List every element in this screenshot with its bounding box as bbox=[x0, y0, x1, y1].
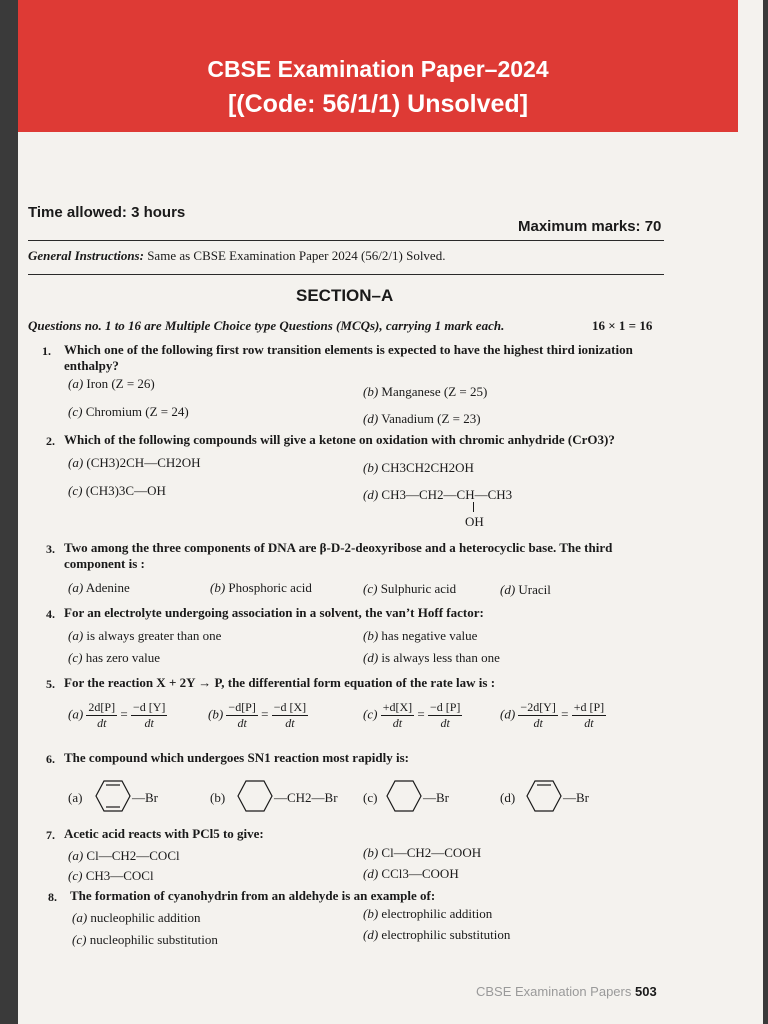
page-footer bbox=[476, 984, 657, 999]
q8-option-c: (c) nucleophilic substitution bbox=[72, 932, 218, 947]
q6-option-b-label: (b) bbox=[210, 790, 226, 805]
cyclohexene-ring-icon bbox=[525, 779, 563, 813]
q6-option-d-substituent: —Br bbox=[563, 790, 589, 805]
q1-option-d: (d) Vanadium (Z = 23) bbox=[363, 411, 481, 426]
q2-option-a: (a) (CH3)2CH—CH2OH bbox=[68, 455, 201, 470]
question-number: 2. bbox=[46, 434, 55, 448]
paper-title: CBSE Examination Paper–2024 bbox=[207, 56, 549, 82]
q7-option-a: (a) Cl—CH2—COCl bbox=[68, 848, 180, 863]
q5-option-a: (a) $\frac{2d[P]}{dt}$ = $\frac{-d [Y]}{dt}$ bbox=[68, 700, 166, 730]
question-6-text: The compound which undergoes SN1 reaction most rapidly is: bbox=[64, 750, 410, 765]
q5-option-c: (c) $\frac{+d[X]}{dt}$ = $\frac{-d [P]}{dt}$ bbox=[363, 700, 461, 730]
question-1-text: Which one of the following first row transition elements is expected to have the highest third ionization bbox=[64, 342, 633, 357]
q8-option-b: (b) electrophilic addition bbox=[363, 906, 493, 921]
question-8-text: The formation of cyanohydrin from an aldehyde is an example of: bbox=[70, 888, 436, 903]
q4-option-c: (c) has zero value bbox=[68, 650, 161, 665]
section-title: SECTION–A bbox=[296, 286, 394, 305]
q1-option-a: (a) Iron (Z = 26) bbox=[68, 376, 155, 391]
instructions-divider bbox=[28, 274, 664, 275]
q2-option-d-oh: OH bbox=[465, 514, 484, 529]
q1-option-c: (c) Chromium (Z = 24) bbox=[68, 404, 189, 419]
q6-option-b-substituent: —CH2—Br bbox=[274, 790, 338, 805]
q2-option-c: (c) (CH3)3C—OH bbox=[68, 483, 166, 498]
q4-option-a: (a) is always greater than one bbox=[68, 628, 222, 643]
paper-code: [(Code: 56/1/1) Unsolved] bbox=[227, 90, 529, 118]
benzene-ring-icon bbox=[94, 779, 132, 813]
question-2-text: Which of the following compounds will give a ketone on oxidation with chromic anhydride (CrO3)? bbox=[64, 432, 615, 447]
q3-option-d: (d) Uracil bbox=[500, 582, 551, 597]
section-instruction: Questions no. 1 to 16 are Multiple Choice type Questions (MCQs), carrying 1 mark each. bbox=[28, 318, 505, 333]
q6-option-a-label: (a) bbox=[68, 790, 83, 805]
q6-option-a-substituent: —Br bbox=[132, 790, 158, 805]
cyclohexane-ring-icon bbox=[385, 779, 423, 813]
general-instructions-label: General Instructions: bbox=[28, 248, 144, 263]
q8-option-a: (a) nucleophilic addition bbox=[72, 910, 201, 925]
question-number: 3. bbox=[46, 542, 55, 556]
question-1-text-cont: enthalpy? bbox=[64, 358, 119, 373]
question-number: 1. bbox=[42, 344, 51, 358]
question-number: 4. bbox=[46, 607, 55, 621]
q1-option-b: (b) Manganese (Z = 25) bbox=[363, 384, 488, 399]
question-number: 7. bbox=[46, 828, 55, 842]
time-allowed: Time allowed: 3 hours bbox=[28, 204, 186, 221]
q3-option-c: (c) Sulphuric acid bbox=[363, 581, 457, 596]
q2-option-d: (d) CH3—CH2—CH—CH3 bbox=[363, 487, 513, 502]
q6-option-c-substituent: —Br bbox=[423, 790, 449, 805]
q3-option-b: (b) Phosphoric acid bbox=[210, 580, 312, 595]
footer-series: CBSE Examination Papers bbox=[476, 984, 632, 999]
exam-page bbox=[18, 0, 763, 1024]
q7-option-b: (b) Cl—CH2—COOH bbox=[363, 845, 482, 860]
header-divider bbox=[28, 240, 664, 241]
question-3-text: Two among the three components of DNA are β-D-2-deoxyribose and a heterocyclic base. The third bbox=[64, 540, 613, 555]
q7-option-c: (c) CH3—COCl bbox=[68, 868, 154, 883]
title-banner bbox=[18, 0, 738, 132]
q7-option-d: (d) CCl3—COOH bbox=[363, 866, 459, 881]
maximum-marks: Maximum marks: 70 bbox=[518, 218, 662, 235]
section-marks: 16 × 1 = 16 bbox=[592, 318, 653, 333]
q3-option-a: (a) Adenine bbox=[68, 580, 130, 595]
q2-option-b: (b) CH3CH2CH2OH bbox=[363, 460, 474, 475]
q4-option-b: (b) has negative value bbox=[363, 628, 478, 643]
question-4-text: For an electrolyte undergoing association in a solvent, the van’t Hoff factor: bbox=[64, 605, 484, 620]
general-instructions bbox=[28, 248, 445, 264]
question-number: 6. bbox=[46, 752, 55, 766]
q5-option-b: (b) $\frac{-d[P]}{dt}$ = $\frac{-d [X]}{dt}$ bbox=[208, 700, 307, 730]
question-7-text: Acetic acid reacts with PCl5 to give: bbox=[64, 826, 264, 841]
general-instructions-text: Same as CBSE Examination Paper 2024 (56/2/1) Solved. bbox=[147, 248, 446, 263]
q8-option-d: (d) electrophilic substitution bbox=[363, 927, 511, 942]
q5-option-d: (d) $\frac{-2d[Y]}{dt}$ = $\frac{+d [P]}{dt}$ bbox=[500, 700, 605, 730]
question-5-text: For the reaction X + 2Y → P, the differential form equation of the rate law is : bbox=[64, 675, 496, 690]
q4-option-d: (d) is always less than one bbox=[363, 650, 500, 665]
cyclohexane-ring-icon bbox=[236, 779, 274, 813]
question-number: 5. bbox=[46, 677, 55, 691]
oh-bond bbox=[473, 502, 474, 512]
question-3-text-cont: component is : bbox=[64, 556, 145, 571]
q6-option-d-label: (d) bbox=[500, 790, 516, 805]
question-number: 8. bbox=[48, 890, 57, 904]
page-number: 503 bbox=[634, 984, 657, 999]
q6-option-c-label: (c) bbox=[363, 790, 378, 805]
